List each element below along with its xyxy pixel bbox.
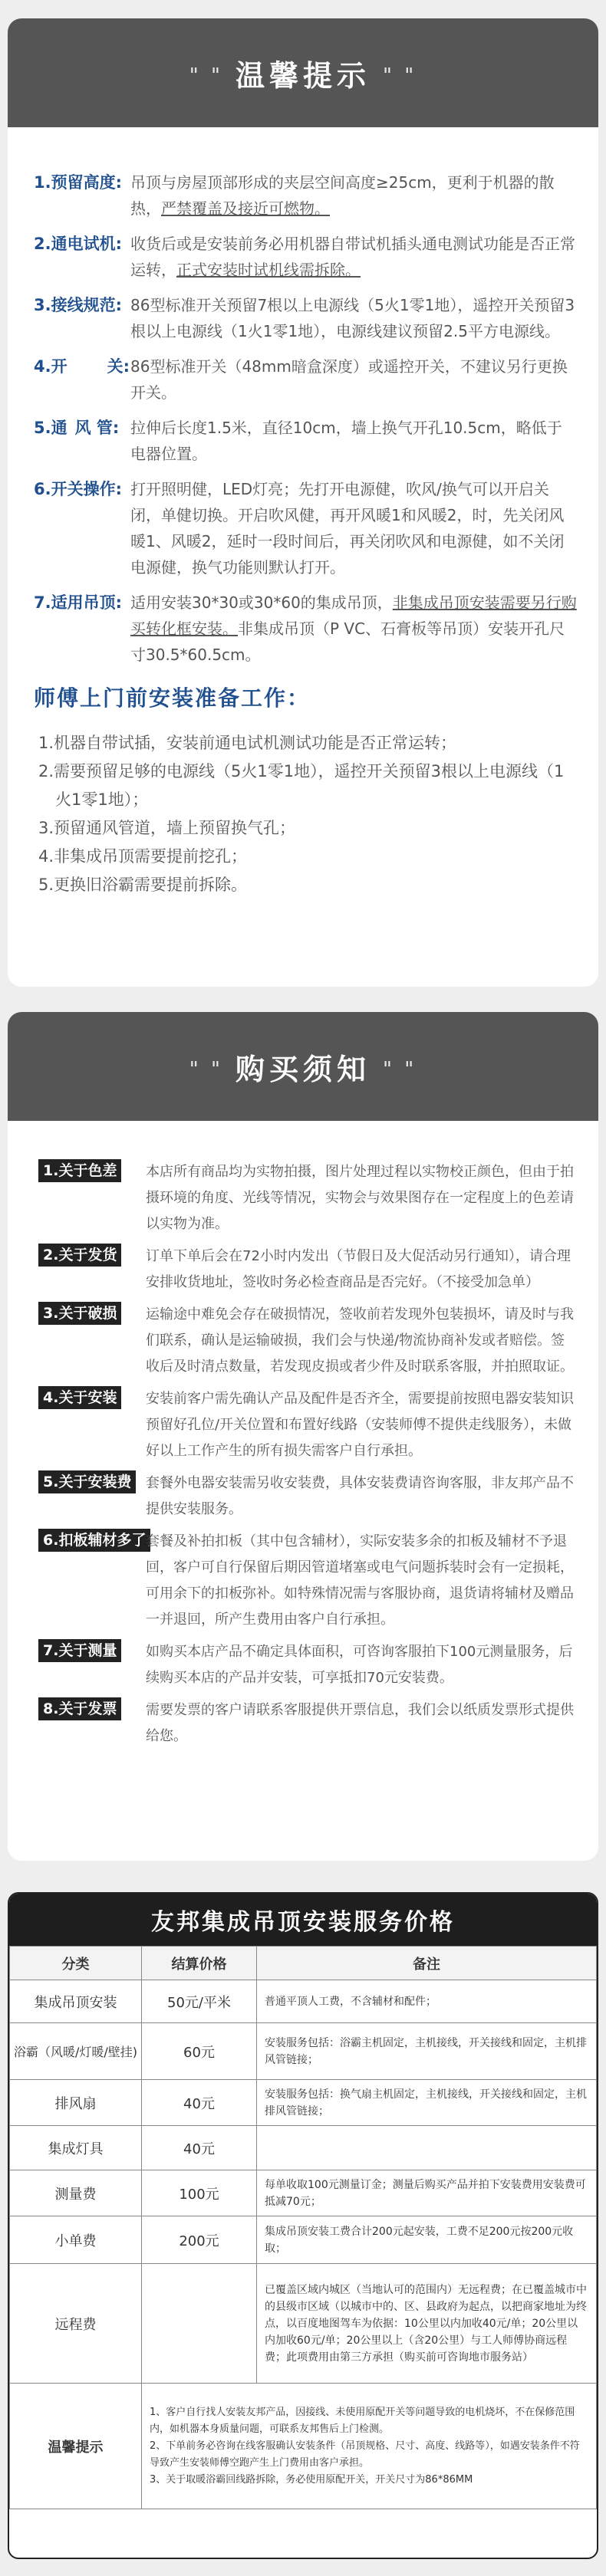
prep-item: 3.预留通风管道，墙上预留换气孔； xyxy=(38,819,296,837)
note-text: 套餐及补拍扣板（其中包含辅材），实际安装多余的扣板及辅材不予退回，客户可自行保留后期因管道堵塞或电气问题拆装时会有一定损耗，可用余下的扣板弥补。如特殊情况需与客服协商，退货请将辅材及赠品一并退回，所产生费用由客户自行承担。 xyxy=(146,1533,574,1628)
category-cell: 浴霸（风暖/灯暖/壁挂) xyxy=(10,2023,142,2080)
tip-text: 吊顶与房屋顶部形成的夹层空间高度≥25cm，更利于机器的散热，严禁覆盖及接近可燃物。 xyxy=(130,173,555,218)
tip-item xyxy=(34,231,577,283)
price-cell: 60元 xyxy=(142,2023,257,2080)
price-table-title: 友邦集成吊顶安装服务价格 xyxy=(9,1894,597,1946)
tip-text: 86型标准开关（48mm暗盒深度）或遥控开关，不建议另行更换开关。 xyxy=(130,357,568,402)
note-cell: 已覆盖区域内城区（当地认可的范围内）无远程费；在已覆盖城市中的县级市区域（以城市中的、区、县政府为起点，以把商家地址为终点，以百度地图驾车为依据：10公里以内加收40元/单；20公里以内加收60元/单；20公里以上（含20公里）与工人师傅协商远程费；此项费用由第三方承担（购买前可咨询地市服务站） xyxy=(257,2264,597,2384)
note-label: 6.扣板辅材多了 xyxy=(38,1529,150,1552)
category-cell: 小单费 xyxy=(10,2216,142,2264)
category-cell: 远程费 xyxy=(10,2264,142,2384)
warm-tips-title: 温馨提示 xyxy=(235,58,371,93)
tips-list xyxy=(8,127,598,668)
tip-label: 5.通 风 管: xyxy=(34,419,120,437)
note-text: 运输途中难免会存在破损情况，签收前若发现外包装损坏，请及时与我们联系，确认是运输破损，我们会与快递/物流协商补发或者赔偿。签收后及时清点数量，若发现皮损或者少件及时联系客服，并拍照取证。 xyxy=(146,1306,574,1375)
tip-label: 7.适用吊顶: xyxy=(34,593,122,612)
warm-tips-header xyxy=(8,18,598,127)
table-header-row xyxy=(10,1947,597,1980)
prep-item: 5.更换旧浴霸需要提前拆除。 xyxy=(38,876,248,894)
price-cell xyxy=(142,2264,257,2384)
note-text: 订单下单后会在72小时内发出（节假日及大促活动另行通知），请合理安排收货地址，签收时务必检查商品是否完好。（不接受加急单） xyxy=(146,1248,571,1290)
table-row xyxy=(10,2023,597,2080)
tip-label: 3.接线规范: xyxy=(34,296,122,314)
tip-item xyxy=(34,415,577,467)
tip-text: 拉伸后长度1.5米，直径10cm，墙上换气开孔10.5cm，略低于电器位置。 xyxy=(130,419,562,463)
note-cell: 每单收取100元测量订金；测量后购买产品并拍下安装费用安装费可抵减70元； xyxy=(257,2170,597,2216)
tip-label: 1.预留高度: xyxy=(34,173,122,192)
note-text: 如购买本店产品不确定具体面积，可咨询客服拍下100元测量服务，后续购买本店的产品并安装，可享抵扣70元安装费。 xyxy=(146,1644,573,1686)
purchase-note-item xyxy=(38,1159,577,1237)
tip-label: 6.开关操作: xyxy=(34,480,122,498)
note-label: 7.关于测量 xyxy=(38,1639,121,1662)
column-header: 结算价格 xyxy=(142,1947,257,1980)
purchase-note-item xyxy=(38,1470,577,1523)
tip-item xyxy=(34,292,577,344)
price-cell: 200元 xyxy=(142,2216,257,2264)
purchase-notes-card xyxy=(8,1012,598,1861)
note-cell xyxy=(257,2126,597,2170)
table-row xyxy=(10,2170,597,2216)
prep-list xyxy=(38,729,568,899)
note-text: 本店所有商品均为实物拍摄，图片处理过程以实物校正颜色，但由于拍摄环境的角度、光线等情况，实物会与效果图存在一定程度上的色差请以实物为准。 xyxy=(146,1164,574,1232)
column-header: 分类 xyxy=(10,1947,142,1980)
note-label: 3.关于破损 xyxy=(38,1302,121,1325)
purchase-notes-header xyxy=(8,1012,598,1121)
table-row xyxy=(10,2264,597,2384)
note-label: 2.关于发货 xyxy=(38,1244,121,1267)
quote-deco-right: " " xyxy=(383,1058,417,1081)
purchase-notes-title: 购买须知 xyxy=(235,1052,371,1086)
note-label: 5.关于安装费 xyxy=(38,1470,136,1493)
note-cell: 安装服务包括：浴霸主机固定，主机接线，开关接线和固定，主机排风管链接； xyxy=(257,2023,597,2080)
tip-label: 2.通电试机: xyxy=(34,235,122,253)
note-cell: 集成吊顶安装工费合计200元起安装，工费不足200元按200元收取； xyxy=(257,2216,597,2264)
note-text: 需要发票的客户请联系客服提供开票信息，我们会以纸质发票形式提供给您。 xyxy=(146,1702,574,1744)
tip-item xyxy=(34,476,577,580)
tip-item xyxy=(34,590,577,668)
tip-item xyxy=(34,353,577,406)
quote-deco-left: " " xyxy=(189,1058,223,1081)
prep-item: 4.非集成吊顶需要提前挖孔； xyxy=(38,847,248,866)
tip-text: 适用安装30*30或30*60的集成吊顶，非集成吊顶安装需要另行购买转化框安装。非集成吊顶（P VC、石膏板等吊顶）安装开孔尺寸30.5*60.5cm。 xyxy=(130,593,577,664)
tip-item xyxy=(34,169,577,222)
warm-tips-card xyxy=(8,18,598,987)
table-row xyxy=(10,2126,597,2170)
purchase-notes-list xyxy=(8,1121,598,1750)
tip-text: 打开照明健，LED灯亮；先打开电源健，吹风/换气可以开启关闭，单健切换。开启吹风健，再开风暖1和风暖2，时，先关闭风暖1、风暖2，延时一段时间后，再关闭吹风和电源健，如不关闭电源健，换气功能则默认打开。 xyxy=(130,480,565,577)
prep-item: 2.需要预留足够的电源线（5火1零1地），遥控开关预留3根以上电源线（1火1零1地）； xyxy=(38,762,565,809)
column-header: 备注 xyxy=(257,1947,597,1980)
table-row xyxy=(10,2216,597,2264)
quote-deco-right: " " xyxy=(383,64,417,87)
note-text: 套餐外电器安装需另收安装费，具体安装费请咨询客服，非友邦产品不提供安装服务。 xyxy=(146,1475,574,1517)
table-row xyxy=(10,2384,597,2509)
note-text: 安装前客户需先确认产品及配件是否齐全，需要提前按照电器安装知识预留好孔位/开关位置和布置好线路（安装师傅不提供走线服务），未做好以上工作产生的所有损失需客户自行承担。 xyxy=(146,1391,574,1459)
price-cell: 100元 xyxy=(142,2170,257,2216)
prep-item: 1.机器自带试插，安装前通电试机测试功能是否正常运转； xyxy=(38,734,457,752)
category-cell: 排风扇 xyxy=(10,2080,142,2126)
table-row xyxy=(10,2080,597,2126)
quote-deco-left: " " xyxy=(189,64,223,87)
price-cell: 40元 xyxy=(142,2080,257,2126)
note-cell: 普通平顶人工费，不含辅材和配件； xyxy=(257,1980,597,2023)
table-row xyxy=(10,1980,597,2023)
note-label: 8.关于发票 xyxy=(38,1697,121,1720)
tip-label: 4.开 关: xyxy=(34,357,130,376)
price-table xyxy=(9,1946,597,2509)
tip-text: 86型标准开关预留7根以上电源线（5火1零1地），遥控开关预留3根以上电源线（1火1零1地），电源线建议预留2.5平方电源线。 xyxy=(130,296,575,340)
category-cell: 集成吊顶安装 xyxy=(10,1980,142,2023)
category-cell: 温馨提示 xyxy=(10,2384,142,2509)
purchase-note-item xyxy=(38,1697,577,1750)
install-price-card xyxy=(8,1892,598,2559)
purchase-note-item xyxy=(38,1302,577,1380)
purchase-note-item xyxy=(38,1529,577,1633)
category-cell: 集成灯具 xyxy=(10,2126,142,2170)
purchase-note-item xyxy=(38,1244,577,1296)
price-cell: 40元 xyxy=(142,2126,257,2170)
category-cell: 测量费 xyxy=(10,2170,142,2216)
tip-text: 收货后或是安装前务必用机器自带试机插头通电测试功能是否正常运转，正式安装时试机线需拆除。 xyxy=(130,235,575,279)
purchase-note-item xyxy=(38,1639,577,1691)
note-label: 4.关于安装 xyxy=(38,1386,121,1409)
prep-title: 师傅上门前安装准备工作： xyxy=(34,685,311,711)
purchase-note-item xyxy=(38,1386,577,1464)
note-cell: 1、客户自行找人安装友邦产品，因接线、未使用原配开关等问题导致的电机烧坏，不在保修范围内，如机器本身质量问题，可联系友邦售后上门检测。 2、下单前务必咨询在线客服确认安装条件（吊顶规格、尺寸、高度、线路等），如遇安装条件不符导致产生安装师傅空跑产生上门费用由客户承担。 3、关于取暖浴霸回线路拆除，务必使用原配开关，开关尺寸为86*86MM xyxy=(142,2384,597,2509)
note-label: 1.关于色差 xyxy=(38,1159,121,1182)
note-cell: 安装服务包括：换气扇主机固定，主机接线，开关接线和固定，主机排风管链接； xyxy=(257,2080,597,2126)
price-cell: 50元/平米 xyxy=(142,1980,257,2023)
